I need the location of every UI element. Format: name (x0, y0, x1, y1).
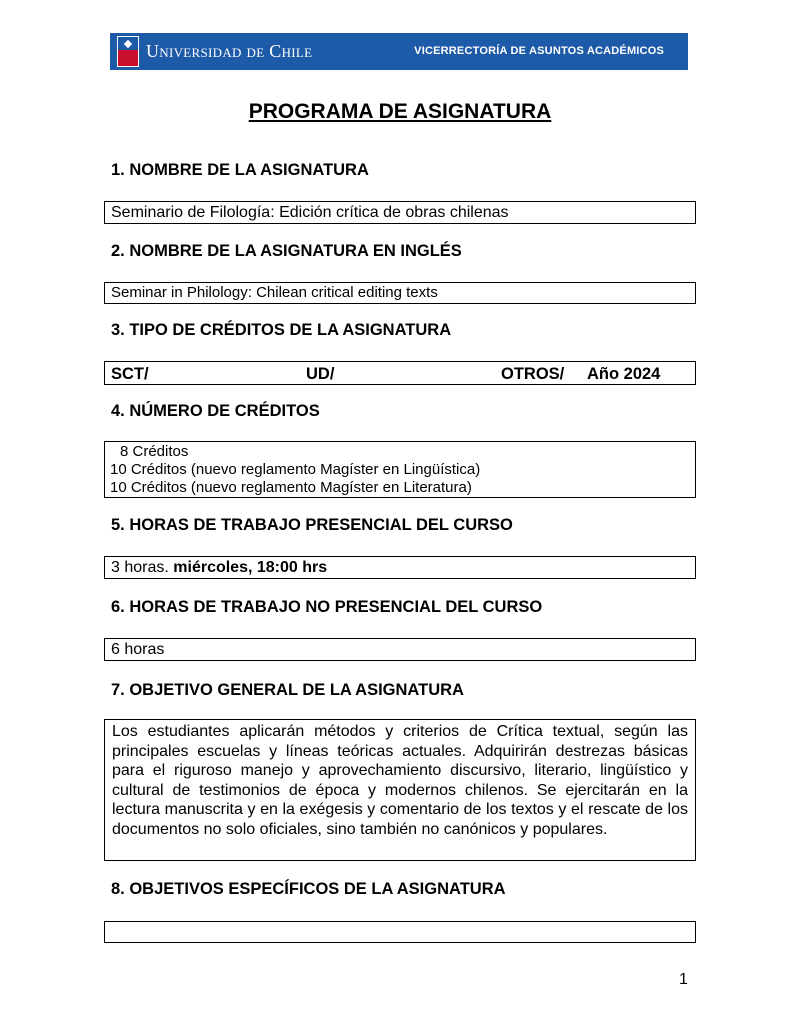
section-3-heading: 3. TIPO DE CRÉDITOS DE LA ASIGNATURA (111, 321, 452, 339)
credits-line: 10 Créditos (nuevo reglamento Magíster en Literatura) (110, 479, 472, 496)
section-1-box (104, 201, 696, 224)
section-2-heading: 2. NOMBRE DE LA ASIGNATURA EN INGLÉS (111, 242, 462, 260)
section-7-box (104, 719, 696, 861)
vicerrectoria-label: VICERRECTORÍA DE ASUNTOS ACADÉMICOS (414, 45, 664, 57)
section-4-heading: 4. NÚMERO DE CRÉDITOS (111, 402, 320, 420)
section-2-box (104, 282, 696, 304)
section-6-box (104, 638, 696, 661)
section-6-heading: 6. HORAS DE TRABAJO NO PRESENCIAL DEL CURSO (111, 598, 543, 616)
page-number: 1 (679, 971, 688, 988)
section-1-heading: 1. NOMBRE DE LA ASIGNATURA (111, 161, 369, 179)
credit-type-sct: SCT/ (111, 365, 149, 383)
university-name: Universidad de Chile (146, 41, 313, 61)
hours-value: 3 horas. (111, 559, 169, 576)
section-5-box (104, 556, 696, 579)
general-objective: Los estudiantes aplicarán métodos y criterios de Crítica textual, según las principales escuelas y líneas teóricas actuales. Adquirirán destrezas básicas para el riguroso manejo y aprovechamiento discursivo, literario, lingüístico y cultural de testimonios de época y modernos chilenos. Se ejercitarán en la lectura manuscrita y en la exégesis y comentario de los textos y el rescate de los documentos no solo oficiales, sino también no canónicos y populares. (112, 723, 688, 838)
non-presential-hours: 6 horas (111, 641, 165, 658)
credit-type-ud: UD/ (306, 365, 335, 383)
section-8-box (104, 921, 696, 943)
section-4-box (104, 441, 696, 498)
section-3-box (104, 361, 696, 385)
credit-year: Año 2024 (587, 365, 661, 383)
section-8-heading: 8. OBJETIVOS ESPECÍFICOS DE LA ASIGNATURA (111, 880, 506, 898)
presential-hours (105, 557, 695, 578)
course-name: Seminario de Filología: Edición crítica de obras chilenas (111, 204, 509, 221)
course-name-english: Seminar in Philology: Chilean critical editing texts (111, 284, 438, 301)
schedule-value: miércoles, 18:00 hrs (173, 559, 328, 576)
section-7-heading: 7. OBJETIVO GENERAL DE LA ASIGNATURA (111, 681, 464, 699)
section-5-heading: 5. HORAS DE TRABAJO PRESENCIAL DEL CURSO (111, 516, 513, 534)
header-banner (110, 33, 688, 70)
university-crest-icon (117, 36, 139, 67)
credits-line: 8 Créditos (120, 443, 189, 460)
credit-type-otros: OTROS/ (501, 365, 565, 383)
credits-line: 10 Créditos (nuevo reglamento Magíster en Lingüística) (110, 461, 481, 478)
page-title: PROGRAMA DE ASIGNATURA (248, 100, 552, 123)
